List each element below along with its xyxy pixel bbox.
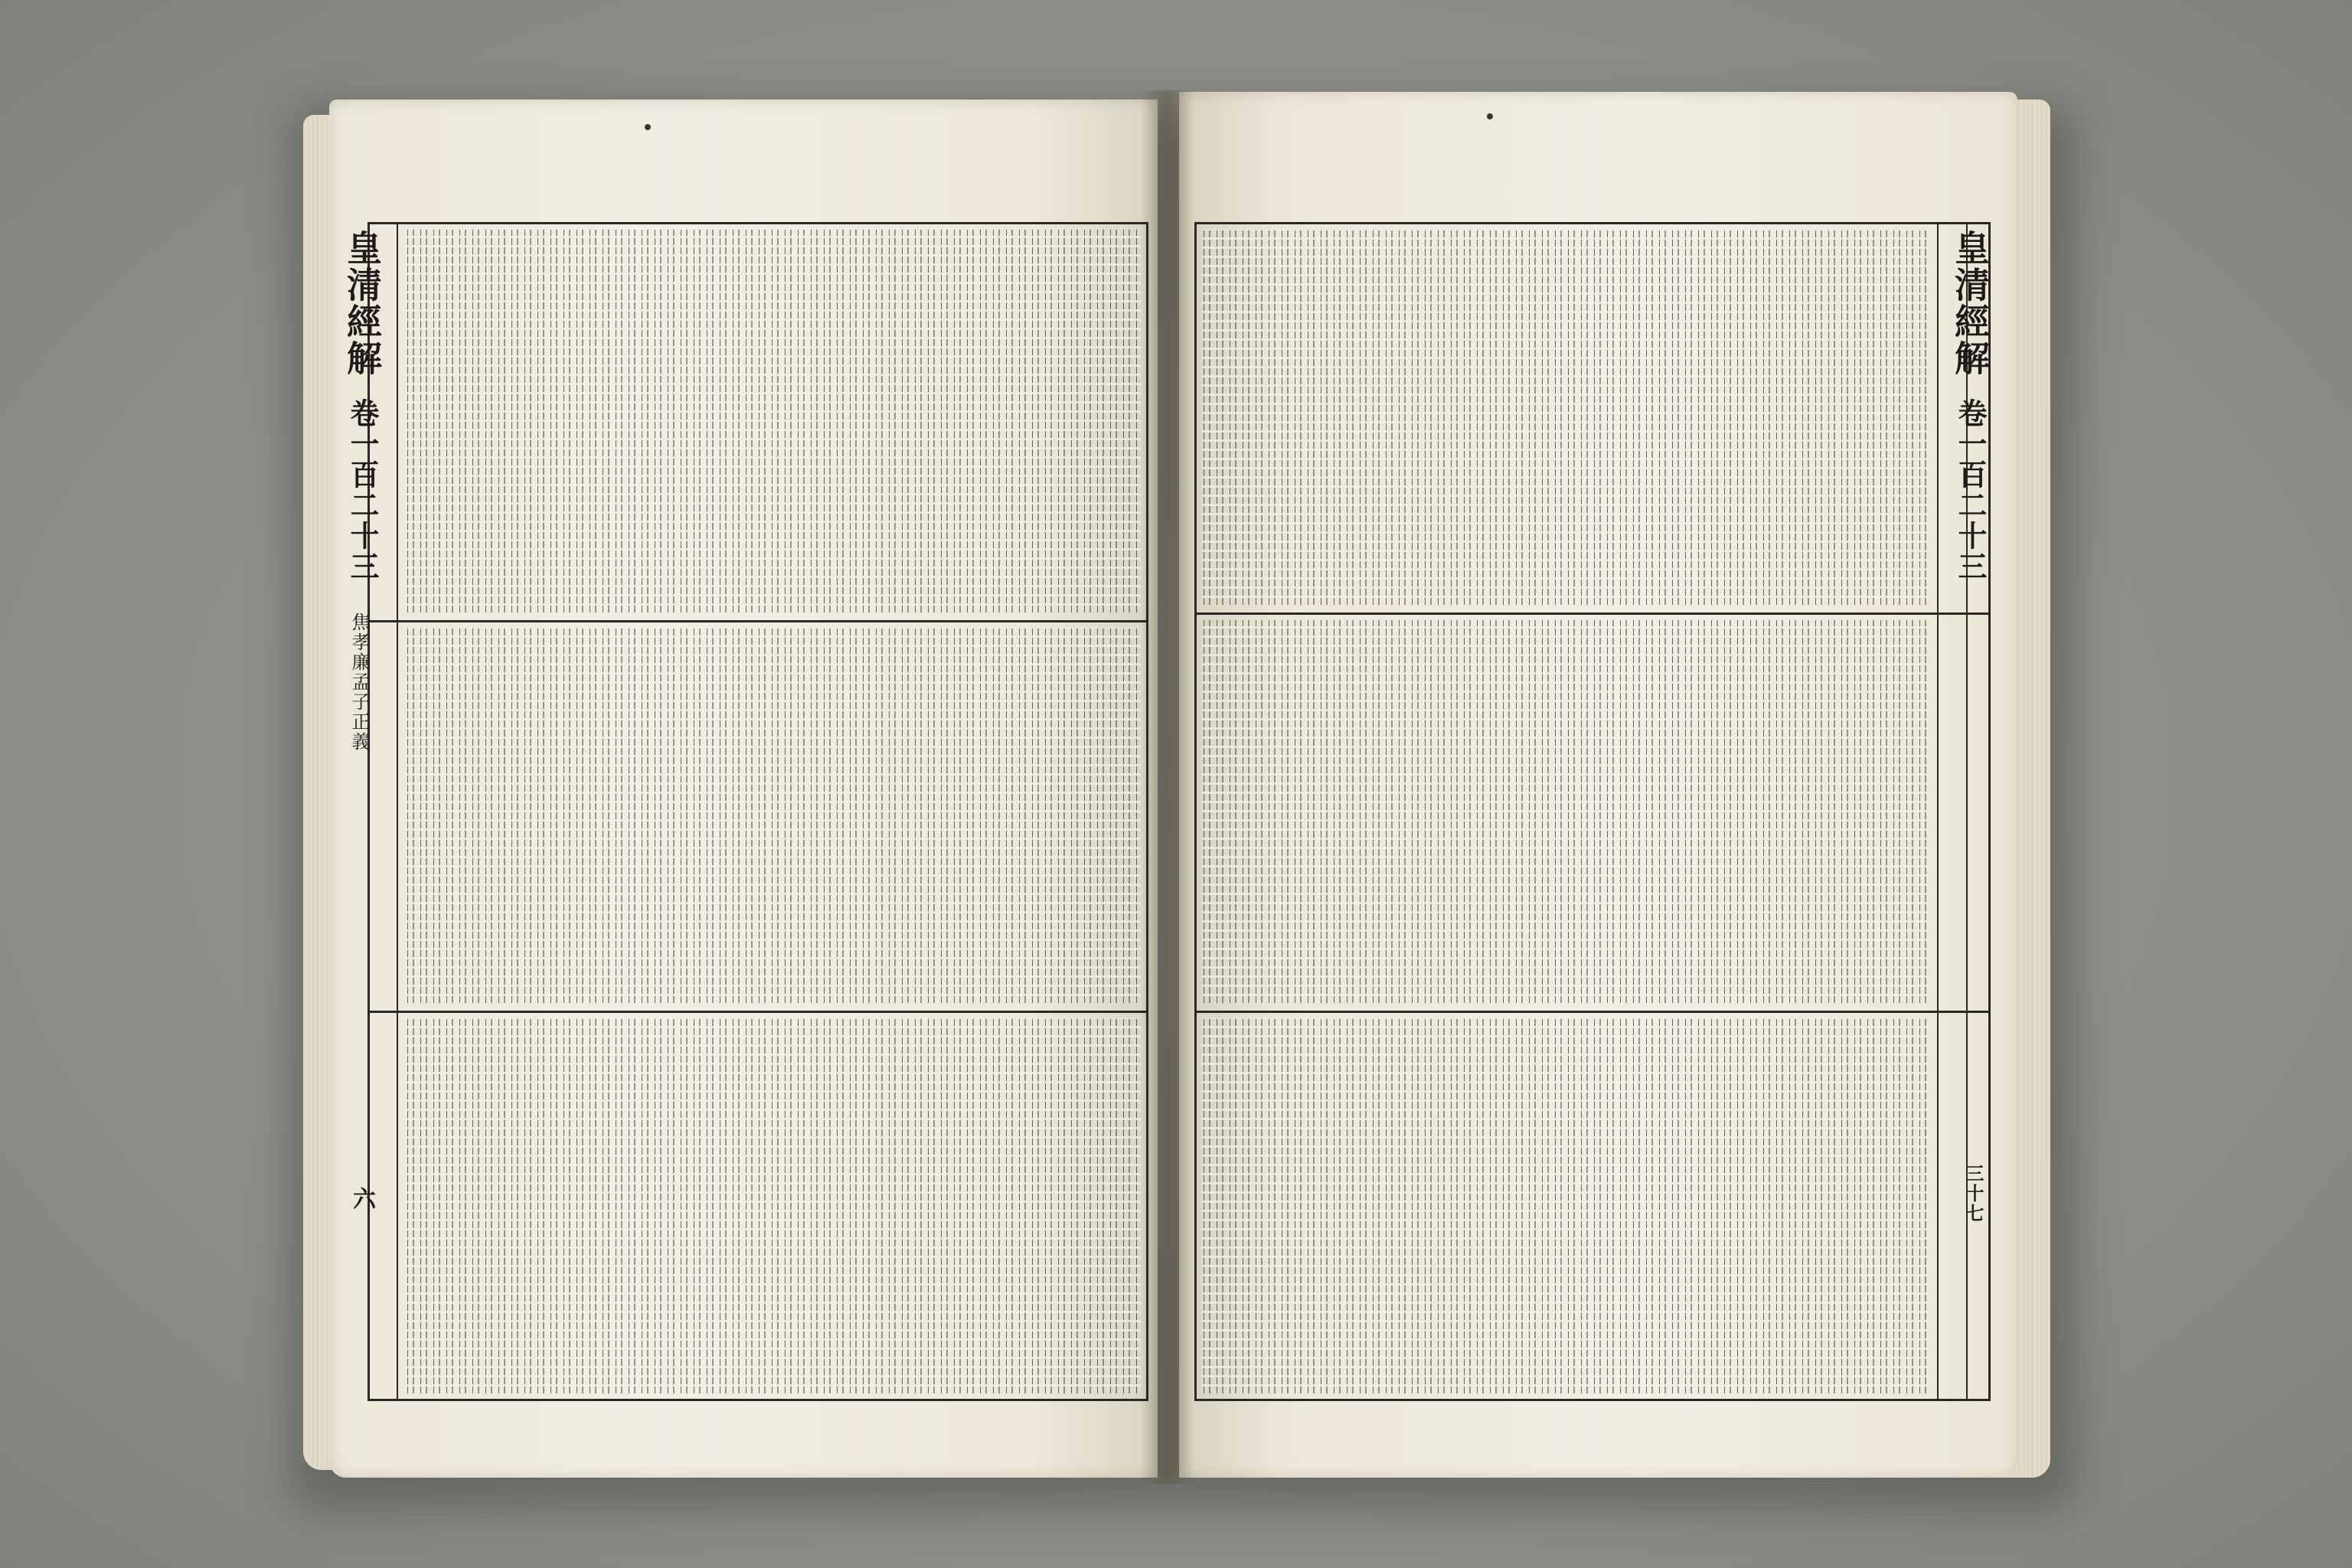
left-register-line-1 (368, 620, 1148, 622)
left-register-line-2 (368, 1011, 1148, 1013)
right-margin-volume: 卷一百二十三 (1953, 398, 1988, 582)
left-text-block-bottom (406, 1018, 1141, 1393)
right-register-line-2 (1194, 1011, 1991, 1013)
right-margin-title: 皇清經解 (1949, 230, 1991, 377)
left-text-block-top (406, 230, 1141, 612)
right-leaf-number: 三十七 (1962, 1164, 1984, 1223)
paper-speck (1487, 113, 1493, 119)
right-text-block-bottom (1202, 1018, 1929, 1393)
left-margin-title: 皇清經解 (341, 230, 383, 377)
right-register-line-1 (1194, 612, 1991, 615)
paper-speck (645, 124, 651, 130)
right-text-block-middle (1202, 620, 1929, 1003)
book-gutter (1141, 90, 1194, 1484)
right-text-block-top (1202, 230, 1929, 605)
left-text-block-middle (406, 628, 1141, 1003)
left-margin-author: 焦孝廉孟子正義 (348, 612, 370, 752)
left-leaf-number: 六 (348, 1187, 375, 1211)
left-margin-volume: 卷一百二十三 (345, 398, 380, 582)
